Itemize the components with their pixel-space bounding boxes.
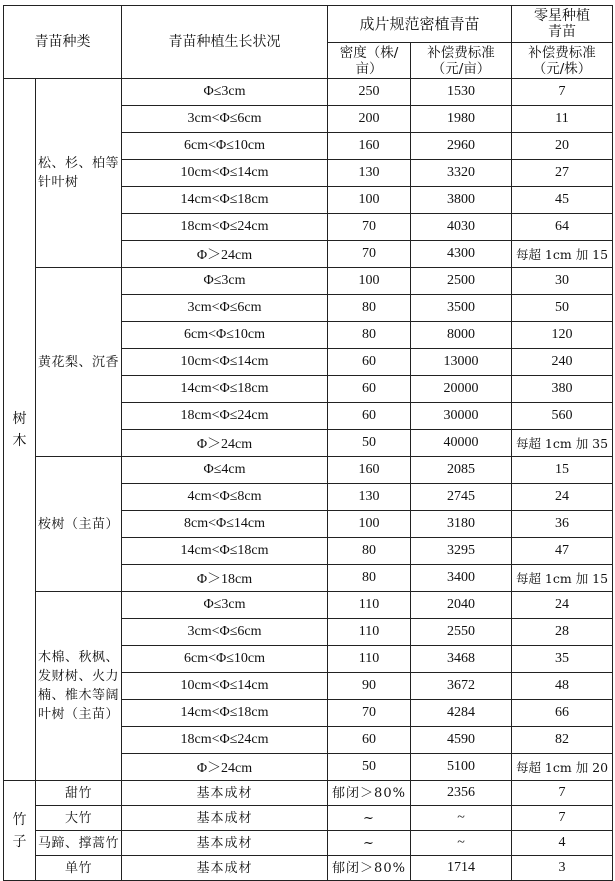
cell-status: 18cm<Φ≤24cm bbox=[122, 214, 328, 241]
cell-density: 70 bbox=[328, 241, 411, 268]
cell-sparse: 11 bbox=[512, 106, 613, 133]
cell-density: 100 bbox=[328, 268, 411, 295]
cell-density: 60 bbox=[328, 403, 411, 430]
cell-sparse: 7 bbox=[512, 781, 613, 806]
cell-dense: 20000 bbox=[411, 376, 512, 403]
cell-sparse: 47 bbox=[512, 538, 613, 565]
header-sparse-group: 零星种植青苗 bbox=[512, 6, 613, 43]
cell-sparse: 24 bbox=[512, 484, 613, 511]
cell-status: 10cm<Φ≤14cm bbox=[122, 349, 328, 376]
cell-dense: 1980 bbox=[411, 106, 512, 133]
cell-density: 130 bbox=[328, 160, 411, 187]
cell-density: 50 bbox=[328, 754, 411, 781]
cell-dense: 2040 bbox=[411, 592, 512, 619]
cell-sparse: 48 bbox=[512, 673, 613, 700]
cell-sparse: 24 bbox=[512, 592, 613, 619]
cell-status: 6cm<Φ≤10cm bbox=[122, 322, 328, 349]
cell-status: Φ≤3cm bbox=[122, 79, 328, 106]
cell-dense: 3672 bbox=[411, 673, 512, 700]
cell-density: ~ bbox=[328, 806, 411, 831]
cell-sparse: 36 bbox=[512, 511, 613, 538]
cell-dense: 1530 bbox=[411, 79, 512, 106]
cell-status: 基本成材 bbox=[122, 831, 328, 856]
tree-group-name: 松、杉、柏等针叶树 bbox=[36, 79, 122, 268]
table-row bbox=[4, 79, 613, 106]
cell-dense: 2356 bbox=[411, 781, 512, 806]
cell-status: 14cm<Φ≤18cm bbox=[122, 376, 328, 403]
cell-density: 80 bbox=[328, 538, 411, 565]
trees-category-cell bbox=[4, 79, 36, 781]
cell-sparse: 50 bbox=[512, 295, 613, 322]
table-row bbox=[4, 457, 613, 484]
header-density: 密度（株/亩） bbox=[328, 43, 411, 79]
bamboo-category-cell bbox=[4, 781, 36, 881]
cell-status: 14cm<Φ≤18cm bbox=[122, 187, 328, 214]
cell-status: 6cm<Φ≤10cm bbox=[122, 133, 328, 160]
cell-status: 14cm<Φ≤18cm bbox=[122, 700, 328, 727]
cell-status: 18cm<Φ≤24cm bbox=[122, 727, 328, 754]
cell-density: 70 bbox=[328, 700, 411, 727]
cell-sparse: 每超 1cm 加 20 bbox=[512, 754, 613, 781]
cell-density: 60 bbox=[328, 727, 411, 754]
cell-density: 110 bbox=[328, 646, 411, 673]
cell-dense: 3320 bbox=[411, 160, 512, 187]
header-growth-status: 青苗种植生长状况 bbox=[122, 6, 328, 79]
cell-sparse: 28 bbox=[512, 619, 613, 646]
cell-status: 4cm<Φ≤8cm bbox=[122, 484, 328, 511]
cell-density: 郁闭＞80% bbox=[328, 781, 411, 806]
cell-dense: 3400 bbox=[411, 565, 512, 592]
table-row bbox=[4, 806, 613, 831]
table-row bbox=[4, 592, 613, 619]
cell-dense: 3800 bbox=[411, 187, 512, 214]
tree-group-name: 木棉、秋枫、发财树、火力楠、椎木等阔叶树（主苗） bbox=[36, 592, 122, 781]
cell-dense: 8000 bbox=[411, 322, 512, 349]
cell-status: 14cm<Φ≤18cm bbox=[122, 538, 328, 565]
header-sparse-standard: 补偿费标准（元/株） bbox=[512, 43, 613, 79]
bamboo-name: 单竹 bbox=[36, 856, 122, 881]
cell-status: Φ＞24cm bbox=[122, 430, 328, 457]
cell-density: 50 bbox=[328, 430, 411, 457]
bamboo-name: 马蹄、撑蒿竹 bbox=[36, 831, 122, 856]
cell-density: 110 bbox=[328, 619, 411, 646]
cell-density: 60 bbox=[328, 376, 411, 403]
cell-density: 200 bbox=[328, 106, 411, 133]
cell-status: Φ≤3cm bbox=[122, 268, 328, 295]
bamboo-name: 甜竹 bbox=[36, 781, 122, 806]
cell-sparse: 3 bbox=[512, 856, 613, 881]
header-dense-standard: 补偿费标准（元/亩） bbox=[411, 43, 512, 79]
cell-dense: 2960 bbox=[411, 133, 512, 160]
cell-sparse: 每超 1cm 加 35 bbox=[512, 430, 613, 457]
tree-group-name: 桉树（主苗） bbox=[36, 457, 122, 592]
cell-status: 18cm<Φ≤24cm bbox=[122, 403, 328, 430]
cell-status: 6cm<Φ≤10cm bbox=[122, 646, 328, 673]
cell-dense: ~ bbox=[411, 831, 512, 856]
cell-dense: 3500 bbox=[411, 295, 512, 322]
table-row bbox=[4, 831, 613, 856]
cell-status: Φ≤3cm bbox=[122, 592, 328, 619]
cell-dense: 4284 bbox=[411, 700, 512, 727]
cell-dense: 3295 bbox=[411, 538, 512, 565]
cell-status: 基本成材 bbox=[122, 856, 328, 881]
cell-dense: 13000 bbox=[411, 349, 512, 376]
cell-status: 基本成材 bbox=[122, 806, 328, 831]
compensation-table bbox=[3, 5, 613, 881]
table-row bbox=[4, 781, 613, 806]
cell-sparse: 380 bbox=[512, 376, 613, 403]
cell-density: ~ bbox=[328, 831, 411, 856]
cell-sparse: 30 bbox=[512, 268, 613, 295]
cell-status: Φ≤4cm bbox=[122, 457, 328, 484]
cell-status: 10cm<Φ≤14cm bbox=[122, 673, 328, 700]
cell-dense: 3468 bbox=[411, 646, 512, 673]
cell-density: 250 bbox=[328, 79, 411, 106]
cell-density: 90 bbox=[328, 673, 411, 700]
table-body bbox=[4, 79, 613, 881]
cell-status: 3cm<Φ≤6cm bbox=[122, 295, 328, 322]
cell-dense: 4590 bbox=[411, 727, 512, 754]
cell-dense: 40000 bbox=[411, 430, 512, 457]
cell-density: 80 bbox=[328, 295, 411, 322]
header-dense-group: 成片规范密植青苗 bbox=[328, 6, 512, 43]
cell-sparse: 66 bbox=[512, 700, 613, 727]
cell-density: 110 bbox=[328, 592, 411, 619]
cell-density: 70 bbox=[328, 214, 411, 241]
cell-density: 郁闭＞80% bbox=[328, 856, 411, 881]
cell-density: 160 bbox=[328, 133, 411, 160]
cell-sparse: 每超 1cm 加 15 bbox=[512, 565, 613, 592]
cell-status: Φ＞24cm bbox=[122, 754, 328, 781]
tree-group-name: 黄花梨、沉香 bbox=[36, 268, 122, 457]
cell-sparse: 4 bbox=[512, 831, 613, 856]
cell-sparse: 240 bbox=[512, 349, 613, 376]
cell-sparse: 7 bbox=[512, 79, 613, 106]
cell-status: Φ＞18cm bbox=[122, 565, 328, 592]
cell-dense: 30000 bbox=[411, 403, 512, 430]
bamboo-name: 大竹 bbox=[36, 806, 122, 831]
cell-sparse: 560 bbox=[512, 403, 613, 430]
cell-sparse: 27 bbox=[512, 160, 613, 187]
cell-density: 100 bbox=[328, 511, 411, 538]
cell-dense: ~ bbox=[411, 806, 512, 831]
cell-density: 80 bbox=[328, 565, 411, 592]
cell-sparse: 20 bbox=[512, 133, 613, 160]
cell-density: 60 bbox=[328, 349, 411, 376]
cell-density: 160 bbox=[328, 457, 411, 484]
cell-status: 8cm<Φ≤14cm bbox=[122, 511, 328, 538]
bamboo-category-label: 竹子 bbox=[12, 811, 27, 850]
cell-sparse: 15 bbox=[512, 457, 613, 484]
cell-sparse: 64 bbox=[512, 214, 613, 241]
cell-status: 10cm<Φ≤14cm bbox=[122, 160, 328, 187]
trees-category-label: 树木 bbox=[12, 410, 27, 449]
cell-status: Φ＞24cm bbox=[122, 241, 328, 268]
cell-status: 3cm<Φ≤6cm bbox=[122, 106, 328, 133]
table-row bbox=[4, 856, 613, 881]
cell-sparse: 82 bbox=[512, 727, 613, 754]
cell-status: 3cm<Φ≤6cm bbox=[122, 619, 328, 646]
cell-dense: 5100 bbox=[411, 754, 512, 781]
cell-density: 80 bbox=[328, 322, 411, 349]
cell-dense: 3180 bbox=[411, 511, 512, 538]
cell-dense: 1714 bbox=[411, 856, 512, 881]
cell-sparse: 45 bbox=[512, 187, 613, 214]
cell-sparse: 120 bbox=[512, 322, 613, 349]
header-category: 青苗种类 bbox=[4, 6, 122, 79]
cell-dense: 2085 bbox=[411, 457, 512, 484]
cell-sparse: 7 bbox=[512, 806, 613, 831]
cell-dense: 4300 bbox=[411, 241, 512, 268]
cell-status: 基本成材 bbox=[122, 781, 328, 806]
cell-dense: 2500 bbox=[411, 268, 512, 295]
cell-dense: 2745 bbox=[411, 484, 512, 511]
cell-dense: 2550 bbox=[411, 619, 512, 646]
cell-density: 100 bbox=[328, 187, 411, 214]
cell-dense: 4030 bbox=[411, 214, 512, 241]
cell-density: 130 bbox=[328, 484, 411, 511]
table-row bbox=[4, 268, 613, 295]
cell-sparse: 35 bbox=[512, 646, 613, 673]
cell-sparse: 每超 1cm 加 15 bbox=[512, 241, 613, 268]
